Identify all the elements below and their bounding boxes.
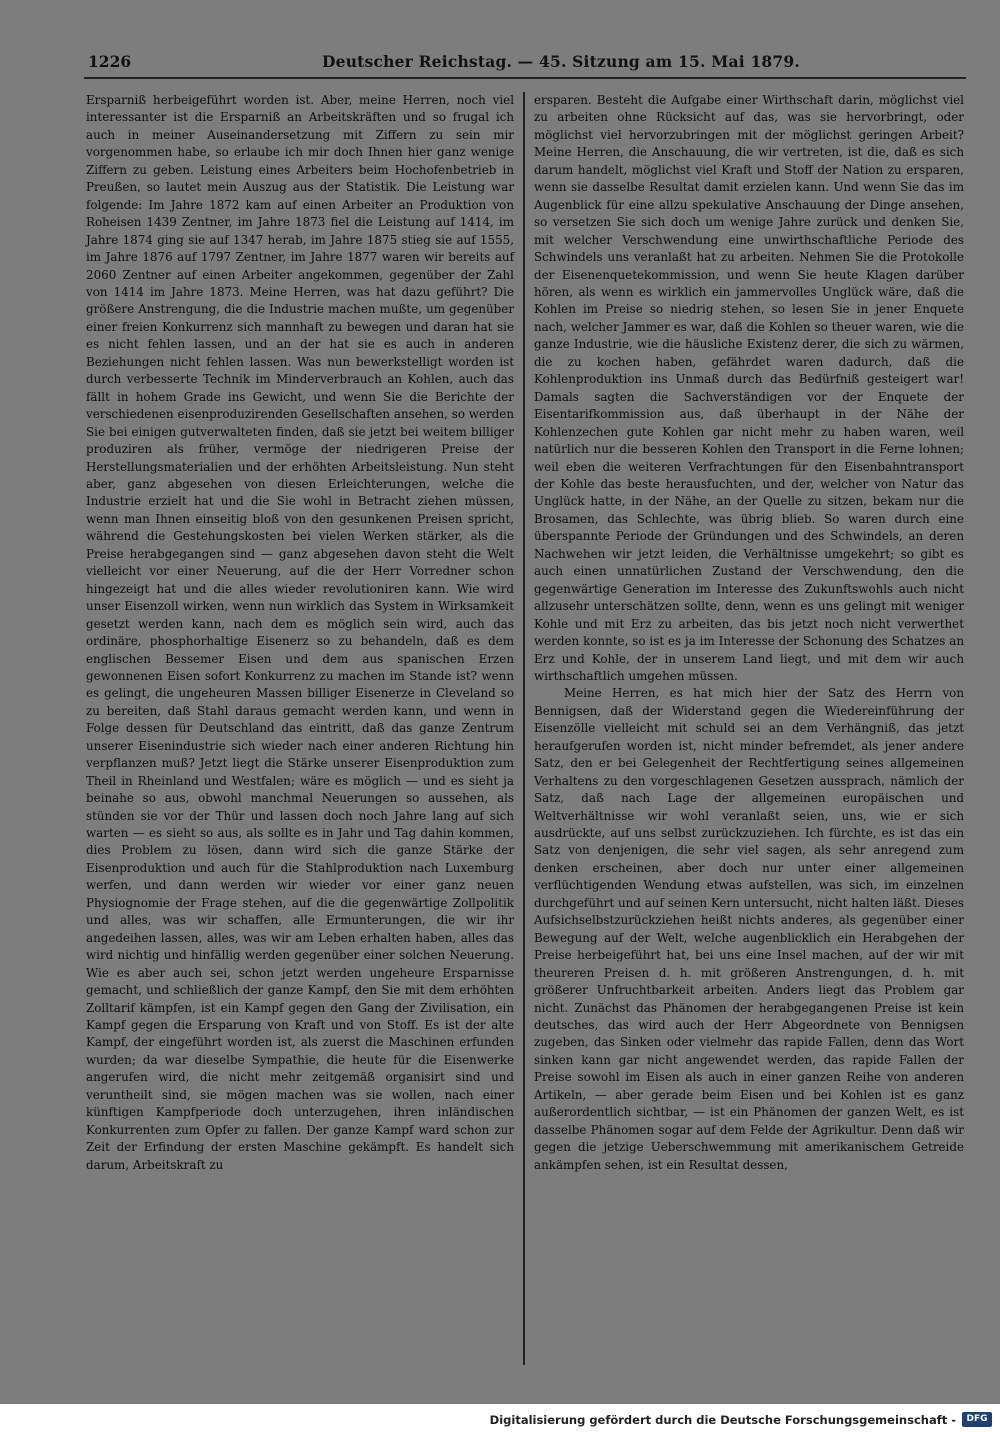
footer-bar	[0, 1404, 1000, 1432]
running-title: Deutscher Reichstag. — 45. Sitzung am 15. Mai 1879.	[322, 52, 800, 71]
header-rule	[84, 77, 966, 79]
paragraph: Ersparniß herbeigeführt worden ist. Aber, meine Herren, noch viel interessanter ist die Ersparniß an Arbeitskräften und so frugal ich auch in meiner Auseinandersetzung mit Ziffern zu sein mir vorgenommen habe, so erlaube ich mir doch Ihnen hier ganz wenige Ziffern zu geben. Leistung eines Arbeiters beim Hochofenbetrieb in Preußen, so lautet mein Auszug aus der Statistik. Die Leistung war folgende: Im Jahre 1872 kam auf einen Arbeiter an Produktion von Roheisen 1439 Zentner, im Jahre 1873 fiel die Leistung auf 1414, im Jahre 1874 ging sie auf 1347 herab, im Jahre 1875 stieg sie auf 1555, im Jahre 1876 auf 1797 Zentner, im Jahre 1877 waren wir bereits auf 2060 Zentner auf einen Arbeiter angekommen, gegenüber der Zahl von 1414 im Jahre 1873. Meine Herren, was hat dazu geführt? Die größere Anstrengung, die die Industrie machen mußte, um gegenüber einer freien Konkurrenz sich mannhaft zu bewegen und daran hat sie es nicht fehlen lassen, und an der hat sie es auch in anderen Beziehungen nicht fehlen lassen. Was nun bewerkstelligt worden ist durch verbesserte Technik im Minderverbrauch an Kohlen, auch das fällt in hohem Grade ins Gewicht, und wenn Sie die Berichte der verschiedenen eisenproduzirenden Gesellschaften ansehen, so werden Sie bei einigen gutverwalteten finden, daß sie jetzt bei weitem billiger produziren als früher, vermöge der niedrigeren Preise der Herstellungsmaterialien und der erhöhten Arbeitsleistung. Nun steht aber, ganz abgesehen von diesen Erleichterungen, welche die Industrie erzielt hat und die Sie wohl in Betracht ziehen müssen, wenn man Ihnen einseitig bloß von den gesunkenen Preisen spricht, während die Gestehungskosten bei vielen Werken stärker, als die Preise herabgegangen sind — ganz abgesehen davon steht die Welt vielleicht vor einer Neuerung, auf die der Herr Vorredner schon hingezeigt hat und die alles wieder revolutioniren kann. Wie wird unser Eisenzoll wirken, wenn nun wirklich das System in Wirksamkeit gesetzt werden kann, nach dem es möglich sein wird, auch das ordinäre, phosphorhaltige Eisenerz so zu behandeln, daß es dem englischen Bessemer Eisen und dem aus spanischen Erzen gewonnenen Eisen sofort Konkurrenz zu machen im Stande ist? wenn es gelingt, die ungeheuren Massen billiger Eisenerze in Cleveland so zu bereiten, daß Stahl daraus gemacht werden kann, und wenn in Folge dessen für Deutschland das eintritt, daß das ganze Zentrum unserer Eisenindustrie sich wieder nach einer anderen Richtung hin verpflanzen muß? Jetzt liegt die Stärke unserer Eisenproduktion zum Theil in Rheinland und Westfalen; wäre es möglich — und es sieht ja beinahe so aus, obwohl manchmal Neuerungen so aussehen, als stünden sie vor der Thür und lassen doch noch Jahre lang auf sich warten — es sieht so aus, als sollte es in Jahr und Tag dahin kommen, dies Problem zu lösen, dann wird sich die ganze Stärke der Eisenproduktion und auch für die Stahlproduktion nach Luxemburg werfen, und dann werden wir wieder vor einer ganz neuen Physiognomie der Frage stehen, auf die die gegenwärtige Zollpolitik und alles, was wir schaffen, alle Ermunterungen, die wir ihr angedeihen lassen, alles, was wir am Leben erhalten haben, alles das wird nichtig und hinfällig werden gegenüber einer solchen Neuerung. Wie es aber auch sei, schon jetzt werden ungeheure Ersparnisse gemacht, und schließlich der ganze Kampf, den Sie mit dem erhöhten Zolltarif kämpfen, ist ein Kampf gegen den Gang der Zivilisation, ein Kampf gegen die Ersparung von Kraft und von Stoff. Es ist der alte Kampf, der eingeführt worden ist, als zuerst die Maschinen erfunden wurden; da war dieselbe Sympathie, die heute für die Eisenwerke angerufen wird, die nicht mehr zeitgemäß organisirt sind und veruntheilt sind, sie mögen machen was sie wollen, nach einer künftigen Kampfperiode doch unterzugehen, ihren inländischen Konkurrenten zum Opfer zu fallen. Der ganze Kampf ward schon zur Zeit der Erfindung der ersten Maschine gekämpft. Es handelt sich darum, Arbeitskraft zu	[86, 93, 514, 1172]
right-column	[534, 92, 964, 1174]
paragraph: ersparen. Besteht die Aufgabe einer Wirthschaft darin, möglichst viel zu arbeiten ohne Rücksicht auf das, was sie hervorbringt, oder möglichst viel hervorzubringen mit der möglichst geringen Arbeit? Meine Herren, die Anschauung, die wir vertreten, ist die, daß es sich darum handelt, möglichst viel Kraft und Stoff der Nation zu ersparen, wenn sie dasselbe Resultat damit erzielen kann. Und wenn Sie das im Augenblick für eine allzu spekulative Anschauung der Dinge ansehen, so versetzen Sie sich doch um wenige Jahre zurück und denken Sie, mit welcher Verschwendung eine unwirthschaftliche Periode des Schwindels uns veranlaßt hat zu arbeiten. Nehmen Sie die Protokolle der Eisenenquetekommission, und wenn Sie heute Klagen darüber hören, als wenn es wirklich ein jammervolles Unglück wäre, daß die Kohlen im Preise so niedrig stehen, so lesen Sie in jener Enquete nach, welcher Jammer es war, daß die Kohlen so theuer waren, wie die ganze Industrie, wie die häusliche Existenz derer, die sich zu wärmen, die zu kochen haben, gefährdet waren dadurch, daß die Kohlenproduktion ins Unmaß durch das Bedürfniß gesteigert war! Damals sagten die Sachverständigen vor der Enquete der Eisentarifkommission aus, daß überhaupt in der Nähe der Kohlenzechen gute Kohlen gar nicht mehr zu haben waren, weil natürlich nur die besseren Kohlen den Transport in die Ferne lohnen; weil eben die weiteren Verfrachtungen für den Eisenbahntransport der Kohle das beste herausfuchten, und der, welcher von Natur das Unglück hatte, in der Nähe, an der Quelle zu sitzen, bekam nur die Brosamen, das Schlechte, was übrig blieb. So waren durch eine überspannte Periode der Gründungen und des Schwindels, an deren Nachwehen wir jetzt leiden, die Verhältnisse umgekehrt; so gibt es auch einen unnatürlichen Zustand der Verschwendung, den die gegenwärtige Generation im Interesse des Zukunftswohls auch nicht allzusehr unterschätzen sollte, denn, wenn es uns gelingt mit weniger Kohle und mit Erz zu arbeiten, das bis jetzt noch nicht verwerthet werden konnte, so ist es ja im Interesse der Schonung des Schatzes an Erz und Kohle, der in unserem Land liegt, und mit dem wir auch wirthschaftlich umgehen müssen.	[534, 93, 964, 683]
column-divider	[523, 92, 525, 1365]
paragraph: Meine Herren, es hat mich hier der Satz des Herrn von Bennigsen, daß der Widerstand gegen die Wiedereinführung der Eisenzölle vielleicht mit schuld sei an dem Verhängniß, das jetzt heraufgerufen worden ist, nicht minder befremdet, als jener andere Satz, den er bei Gelegenheit der Rechtfertigung seines allgemeinen Verhaltens zu den vorgeschlagenen Gesetzen aussprach, nämlich der Satz, daß nach Lage der allgemeinen europäischen und Weltverhältnisse wir wohl veranlaßt seien, uns, wie er sich ausdrückte, auf uns selbst zurückzuziehen. Ich fürchte, es ist das ein Satz von denjenigen, die sehr viel sagen, als sehr anregend zum denken erscheinen, aber doch nur unter einer allgemeinen verflüchtigenden Wendung etwas aufstellen, was sich, im einzelnen durchgeführt und auf seinen Kern untersucht, nicht halten läßt. Dieses Aufsichselbstzurückziehen heißt nichts anderes, als gegenüber einer Bewegung auf der Welt, welche augenblicklich ein Herabgehen der Preise herbeigeführt hat, bei uns eine Insel machen, auf der wir mit theureren Preisen d. h. mit größeren Anstrengungen, d. h. mit größerer Unfruchtbarkeit arbeiten. Anders liegt das Problem gar nicht. Zunächst das Phänomen der herabgegangenen Preise ist kein deutsches, das wird auch der Herr Abgeordnete von Bennigsen zugeben, das Sinken oder vielmehr das rapide Fallen, denn das Wort sinken kann gar nicht angewendet werden, das rapide Fallen der Preise sowohl im Eisen als auch in einer ganzen Reihe von anderen Artikeln, — aber gerade beim Eisen und bei Kohlen ist es ganz außerordentlich sichtbar, — ist ein Phänomen der ganzen Welt, es ist dasselbe Phänomen sogar auf dem Felde der Agrikultur. Denn daß wir gegen die jetzige Ueberschwemmung mit amerikanischem Getreide ankämpfen sehen, ist ein Resultat dessen,	[534, 686, 964, 1172]
funding-credit: Digitalisierung gefördert durch die Deutsche Forschungsgemeinschaft -	[489, 1413, 956, 1427]
dfg-logo-icon: DFG	[962, 1412, 992, 1427]
left-column	[86, 92, 514, 1174]
page-header	[84, 52, 964, 74]
page-number: 1226	[88, 52, 132, 71]
